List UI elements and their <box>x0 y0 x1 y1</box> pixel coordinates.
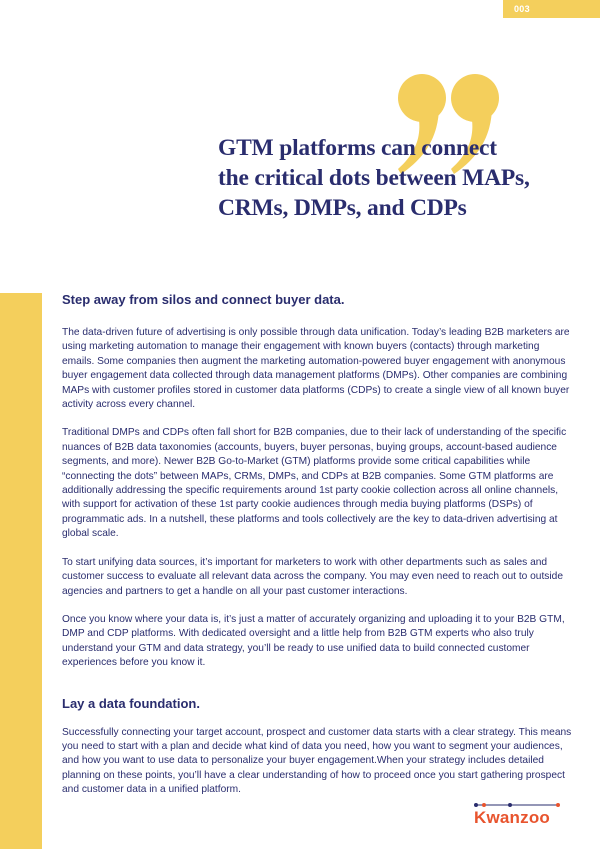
page-number-badge: 003 <box>503 0 600 18</box>
kwanzoo-logo <box>474 800 570 830</box>
pull-quote-line: GTM platforms can connect <box>218 135 497 161</box>
paragraph: To start unifying data sources, it’s important for marketers to work with other departments such as sales and customer success to evaluate all relevant data across the company. You may even need to reach out to outside agencies and partners to get a handle on all your past customer interactions. <box>62 556 563 597</box>
pull-quote-headline <box>218 133 588 223</box>
pull-quote-line: CRMs, DMPs, and CDPs <box>218 195 467 221</box>
accent-side-bar <box>0 293 42 849</box>
paragraph: Once you know where your data is, it’s just a matter of accurately organizing and uploading it to your B2B GTM, DMP and CDP platforms. With dedicated oversight and a little help from B2B GTM experts who also truly understand your GTM and data strategy, you’ll be ready to use unified data to build connected customer experiences before you know it. <box>62 613 565 669</box>
section-title: Step away from silos and connect buyer data. <box>62 292 345 307</box>
paragraph: The data-driven future of advertising is only possible through data unification. Today’s leading B2B marketers are using marketing automation to manage their engagement with known buyers (contacts) through marketing emails. Some companies then augment the marketing automation-powered buyer engagement with anonymous buyer engagement data collected through data management platforms (DMPs). Other companies are combining MAPs with customer profiles stored in customer data platforms (CDPs) to create a single view of all known buyer activity across every channel. <box>62 327 570 411</box>
section-title: Lay a data foundation. <box>62 695 200 711</box>
paragraph: Successfully connecting your target account, prospect and customer data starts with a clear strategy. This means you need to start with a plan and decide what kind of data you need, how you want to segment your audiences, and how you want to use data to personalize your buyer engagement.When your strategy includes detailed planning on these points, you’ll have a clear understanding of how to proceed once you start gathering prospect and customer data in a unified platform. <box>62 726 572 796</box>
logo-wordmark: Kwanzoo <box>474 808 551 827</box>
pull-quote-line: the critical dots between MAPs, <box>218 165 530 191</box>
article-body <box>62 291 572 798</box>
paragraph: Traditional DMPs and CDPs often fall short for B2B companies, due to their lack of understanding of the specific nuances of B2B data taxonomies (accounts, buyers, buyer personas, buying groups, account-based audience segments, and more). Newer B2B Go-to-Market (GTM) platforms provide some critical capabilities while “connecting the dots” between MAPs, CRMs, DMPs, and CDPs at B2B companies. Some GTM platforms are additionally addressing the specific requirements around 1st party cookie collection across all online channels, with support for activation of these 1st party cookie audiences through media buying platforms (DSPs) of programmatic ads. In a nutshell, these platforms and tools collectively are the key to data-driven advertising at global scale. <box>62 427 567 540</box>
